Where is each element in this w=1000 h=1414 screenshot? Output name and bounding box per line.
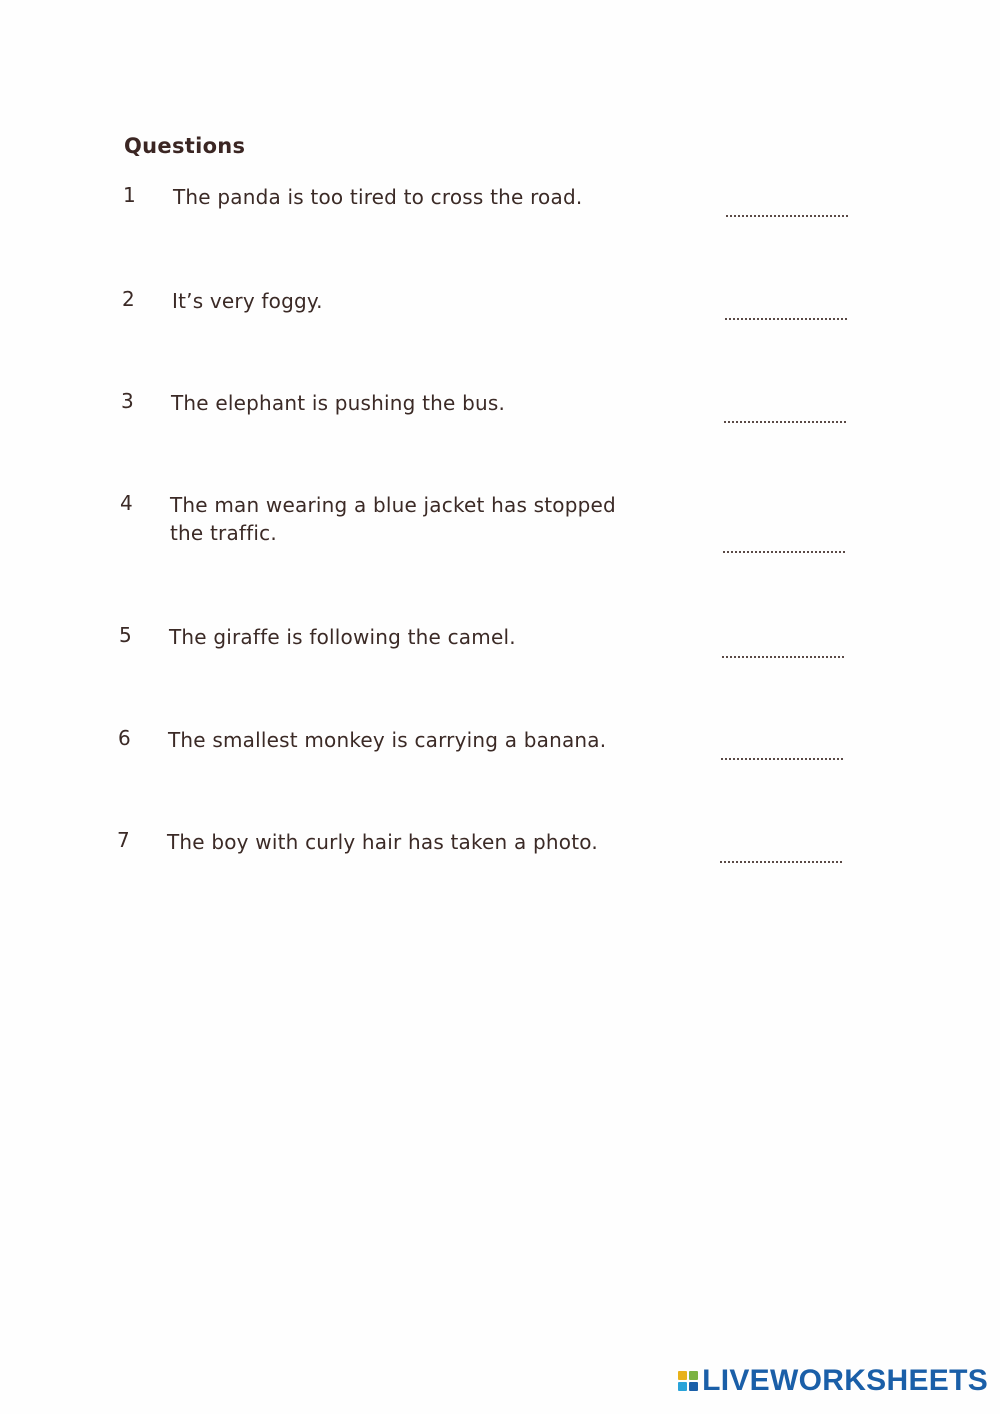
liveworksheets-logo-icon xyxy=(678,1371,698,1391)
question-number: 1 xyxy=(123,183,136,207)
question-number: 6 xyxy=(118,726,131,750)
question-row xyxy=(0,491,1000,561)
answer-field[interactable] xyxy=(726,213,848,217)
question-text: The panda is too tired to cross the road. xyxy=(173,185,583,209)
question-row xyxy=(0,183,1000,253)
answer-field[interactable] xyxy=(725,316,847,320)
question-number: 7 xyxy=(117,828,130,852)
question-number: 5 xyxy=(119,623,132,647)
question-row xyxy=(0,828,1000,898)
question-text: The boy with curly hair has taken a photo. xyxy=(167,830,598,854)
answer-field[interactable] xyxy=(721,756,843,760)
logo-text: LIVEWORKSHEETS xyxy=(702,1364,988,1397)
question-text: The man wearing a blue jacket has stopped the traffic. xyxy=(170,493,616,545)
question-text: It’s very foggy. xyxy=(172,289,323,313)
question-text: The giraffe is following the camel. xyxy=(169,625,516,649)
question-number: 2 xyxy=(122,287,135,311)
question-row xyxy=(0,287,1000,357)
question-row xyxy=(0,623,1000,693)
question-number: 4 xyxy=(120,491,133,515)
answer-field[interactable] xyxy=(723,549,845,553)
question-number: 3 xyxy=(121,389,134,413)
question-row xyxy=(0,389,1000,459)
liveworksheets-logo[interactable] xyxy=(678,1364,988,1398)
questions-heading: Questions xyxy=(124,134,246,158)
question-text: The smallest monkey is carrying a banana. xyxy=(168,728,607,752)
question-row xyxy=(0,726,1000,796)
answer-field[interactable] xyxy=(720,859,842,863)
answer-field[interactable] xyxy=(722,654,844,658)
answer-field[interactable] xyxy=(724,419,846,423)
question-text: The elephant is pushing the bus. xyxy=(171,391,506,415)
